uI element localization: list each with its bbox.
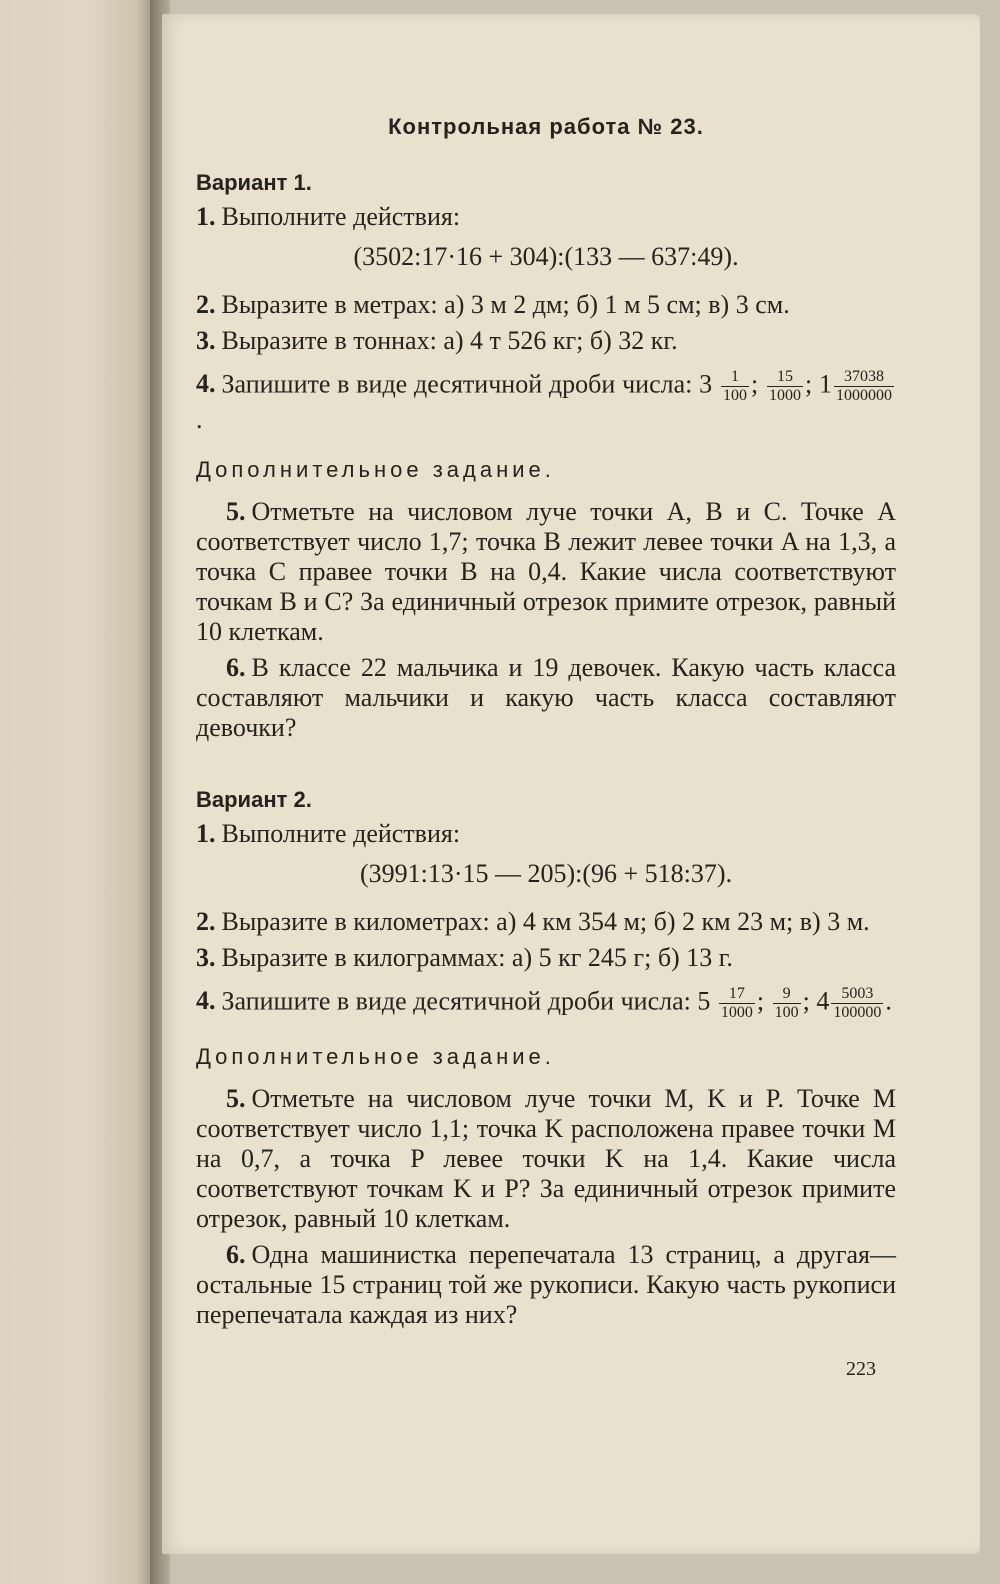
mixed-whole: 4 bbox=[816, 986, 830, 1016]
page-title: Контрольная работа № 23. bbox=[388, 114, 704, 139]
task-number: 5. bbox=[226, 497, 246, 526]
v2-task-5 bbox=[196, 1084, 896, 1234]
task-number: 3. bbox=[196, 943, 216, 972]
task-text: Выразите в килограммах: а) 5 кг 245 г; б) 13 г. bbox=[221, 943, 733, 972]
task-number: 6. bbox=[226, 1240, 246, 1269]
task-number: 4. bbox=[196, 986, 216, 1016]
left-page bbox=[0, 0, 160, 1584]
v1-task-5 bbox=[196, 497, 896, 647]
task-number: 6. bbox=[226, 653, 246, 682]
v1-task-4: 4. Запишите в виде десятичной дроби числа: 3 $\frac{1}{100}$ ; $\frac{15}{1000}$ ; 1 $\frac{37038}{1000000}$ . bbox=[196, 368, 892, 434]
task-number: 4. bbox=[196, 369, 216, 399]
task-text: Отметьте на числовом луче точки M, K и P. Точке M соответствует число 1,1; точка K расположена правее точки M на 0,7, а точка P левее точки K на 1,4. Какие числа соответствуют точкам K и P? За единичный отрезок примите отрезок, равный 10 клеткам. bbox=[196, 1084, 896, 1233]
v2-task-2 bbox=[196, 907, 896, 937]
fraction: $\frac{17}{1000}$ bbox=[720, 985, 753, 1021]
v1-formula: (3502:17·16 + 304):(133 — 637:49). bbox=[353, 242, 739, 271]
v2-formula: (3991:13·15 — 205):(96 + 518:37). bbox=[359, 859, 733, 888]
v1-task-6 bbox=[196, 653, 896, 743]
task-text: Отметьте на числовом луче точки A, B и C. Точке A соответствует число 1,7; точка B лежит левее точки A на 1,3, а точка C правее точки B на 0,4. Какие числа соответствуют точкам B и C? За единичный отрезок примите отрезок, равный 10 клеткам. bbox=[196, 497, 896, 646]
task-number: 5. bbox=[226, 1084, 246, 1113]
task-text: Выполните действия: bbox=[221, 202, 461, 231]
task-number: 1. bbox=[196, 819, 216, 848]
fraction: $\frac{9}{100}$ bbox=[774, 985, 799, 1021]
fraction: $\frac{15}{1000}$ bbox=[768, 368, 801, 404]
task-text: В классе 22 мальчика и 19 девочек. Какую часть класса составляют мальчики и какую часть класса составляют девочки? bbox=[196, 653, 896, 742]
v2-task-1 bbox=[196, 819, 896, 849]
mixed-whole: 1 bbox=[819, 369, 832, 399]
task-text: Запишите в виде десятичной дроби числа: 5 bbox=[221, 986, 711, 1016]
variant-2-heading: Вариант 2. bbox=[196, 787, 312, 812]
v1-task-1 bbox=[196, 202, 896, 232]
task-number: 1. bbox=[196, 202, 216, 231]
task-number: 2. bbox=[196, 907, 216, 936]
task-text: Выразите в метрах: а) 3 м 2 дм; б) 1 м 5 см; в) 3 см. bbox=[221, 290, 790, 319]
v2-task-6 bbox=[196, 1240, 896, 1330]
fraction: $\frac{37038}{1000000}$ bbox=[836, 368, 892, 404]
task-text: Запишите в виде десятичной дроби числа: 3 bbox=[221, 369, 713, 399]
task-text: Выразите в тоннах: а) 4 т 526 кг; б) 32 кг. bbox=[221, 326, 678, 355]
v1-task-2 bbox=[196, 290, 896, 320]
v2-task-3 bbox=[196, 943, 896, 973]
v2-extra-heading: Дополнительное задание. bbox=[196, 1044, 555, 1069]
variant-1-heading: Вариант 1. bbox=[196, 170, 312, 195]
v2-task-4: 4. Запишите в виде десятичной дроби числа: 5 $\frac{17}{1000}$ ; $\frac{9}{100}$ ; 4 $\frac{5003}{100000}$ . bbox=[196, 985, 892, 1021]
task-text: Выразите в километрах: а) 4 км 354 м; б) 2 км 23 м; в) 3 м. bbox=[221, 907, 870, 936]
task-number: 3. bbox=[196, 326, 216, 355]
page-content bbox=[196, 112, 896, 1336]
page-number: 223 bbox=[846, 1358, 876, 1380]
task-number: 2. bbox=[196, 290, 216, 319]
v1-task-3 bbox=[196, 326, 896, 356]
fraction: $\frac{1}{100}$ bbox=[722, 368, 747, 404]
fraction: $\frac{5003}{100000}$ bbox=[833, 985, 882, 1021]
task-text: Выполните действия: bbox=[221, 819, 461, 848]
task-text: Одна машинистка перепечатала 13 страниц, а другая—остальные 15 страниц той же рукописи. Какую часть рукописи перепечатала каждая из них? bbox=[196, 1240, 896, 1329]
v1-extra-heading: Дополнительное задание. bbox=[196, 457, 555, 482]
